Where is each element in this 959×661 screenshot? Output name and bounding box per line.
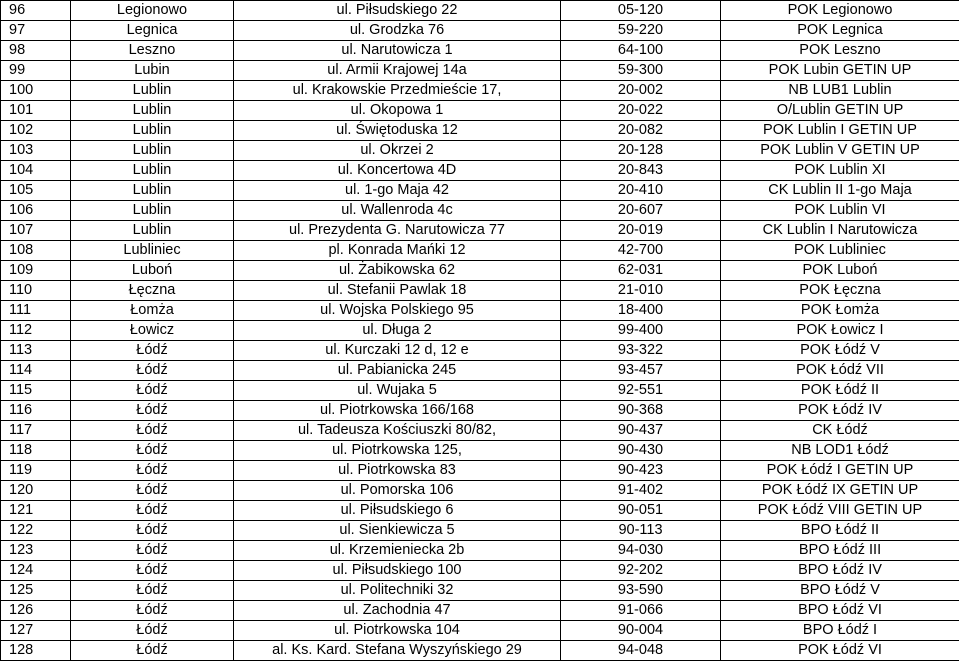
city-cell: Łódź — [71, 341, 234, 361]
row-number-cell: 102 — [1, 121, 71, 141]
address-cell: ul. Piłsudskiego 6 — [234, 501, 561, 521]
table-row — [1, 161, 959, 181]
address-cell: ul. Piłsudskiego 22 — [234, 1, 561, 21]
city-cell: Lublin — [71, 221, 234, 241]
postal-code-cell: 90-113 — [561, 521, 721, 541]
postal-code-cell: 90-368 — [561, 401, 721, 421]
branch-name-cell: BPO Łódź I — [721, 621, 959, 641]
branch-name-cell: POK Lublin VI — [721, 201, 959, 221]
branch-name-cell: POK Łódź VI — [721, 641, 959, 661]
postal-code-cell: 90-430 — [561, 441, 721, 461]
branch-name-cell: BPO Łódź III — [721, 541, 959, 561]
table-row — [1, 261, 959, 281]
row-number-cell: 108 — [1, 241, 71, 261]
branch-name-cell: POK Łomża — [721, 301, 959, 321]
address-cell: ul. Krzemieniecka 2b — [234, 541, 561, 561]
branch-name-cell: O/Lublin GETIN UP — [721, 101, 959, 121]
city-cell: Łowicz — [71, 321, 234, 341]
branch-name-cell: POK Lublin I GETIN UP — [721, 121, 959, 141]
table-row — [1, 1, 959, 21]
address-cell: ul. Piotrkowska 125, — [234, 441, 561, 461]
branch-name-cell: POK Łódź V — [721, 341, 959, 361]
city-cell: Lubliniec — [71, 241, 234, 261]
postal-code-cell: 20-082 — [561, 121, 721, 141]
postal-code-cell: 20-002 — [561, 81, 721, 101]
branch-name-cell: POK Łódź VII — [721, 361, 959, 381]
address-cell: al. Ks. Kard. Stefana Wyszyńskiego 29 — [234, 641, 561, 661]
branch-name-cell: POK Legnica — [721, 21, 959, 41]
postal-code-cell: 92-551 — [561, 381, 721, 401]
address-cell: ul. Stefanii Pawlak 18 — [234, 281, 561, 301]
row-number-cell: 106 — [1, 201, 71, 221]
city-cell: Łódź — [71, 401, 234, 421]
address-cell: ul. Pabianicka 245 — [234, 361, 561, 381]
table-row — [1, 241, 959, 261]
postal-code-cell: 93-590 — [561, 581, 721, 601]
address-cell: ul. Wallenroda 4c — [234, 201, 561, 221]
table-row — [1, 61, 959, 81]
row-number-cell: 127 — [1, 621, 71, 641]
table-row — [1, 381, 959, 401]
postal-code-cell: 93-457 — [561, 361, 721, 381]
row-number-cell: 118 — [1, 441, 71, 461]
address-cell: ul. Politechniki 32 — [234, 581, 561, 601]
table-row — [1, 81, 959, 101]
postal-code-cell: 90-004 — [561, 621, 721, 641]
address-cell: ul. Długa 2 — [234, 321, 561, 341]
table-row — [1, 201, 959, 221]
address-cell: ul. Piotrkowska 83 — [234, 461, 561, 481]
postal-code-cell: 20-019 — [561, 221, 721, 241]
postal-code-cell: 18-400 — [561, 301, 721, 321]
branch-name-cell: POK Łódź IV — [721, 401, 959, 421]
address-cell: ul. Wojska Polskiego 95 — [234, 301, 561, 321]
row-number-cell: 113 — [1, 341, 71, 361]
branch-name-cell: POK Luboń — [721, 261, 959, 281]
city-cell: Łódź — [71, 481, 234, 501]
row-number-cell: 107 — [1, 221, 71, 241]
postal-code-cell: 93-322 — [561, 341, 721, 361]
table-row — [1, 421, 959, 441]
table-row — [1, 321, 959, 341]
row-number-cell: 123 — [1, 541, 71, 561]
table-row — [1, 461, 959, 481]
postal-code-cell: 20-607 — [561, 201, 721, 221]
city-cell: Łódź — [71, 381, 234, 401]
table-row — [1, 141, 959, 161]
city-cell: Łęczna — [71, 281, 234, 301]
table-row — [1, 601, 959, 621]
address-cell: ul. Okopowa 1 — [234, 101, 561, 121]
table-row — [1, 121, 959, 141]
branch-name-cell: POK Lubin GETIN UP — [721, 61, 959, 81]
address-cell: ul. Grodzka 76 — [234, 21, 561, 41]
table-row — [1, 301, 959, 321]
postal-code-cell: 05-120 — [561, 1, 721, 21]
branch-name-cell: POK Łęczna — [721, 281, 959, 301]
row-number-cell: 101 — [1, 101, 71, 121]
row-number-cell: 128 — [1, 641, 71, 661]
city-cell: Łódź — [71, 581, 234, 601]
table-row — [1, 501, 959, 521]
branch-name-cell: NB LUB1 Lublin — [721, 81, 959, 101]
address-cell: ul. Krakowskie Przedmieście 17, — [234, 81, 561, 101]
table-row — [1, 21, 959, 41]
row-number-cell: 122 — [1, 521, 71, 541]
address-cell: ul. Świętoduska 12 — [234, 121, 561, 141]
address-cell: ul. Tadeusza Kościuszki 80/82, — [234, 421, 561, 441]
row-number-cell: 121 — [1, 501, 71, 521]
postal-code-cell: 20-128 — [561, 141, 721, 161]
city-cell: Lublin — [71, 101, 234, 121]
branch-name-cell: BPO Łódź VI — [721, 601, 959, 621]
address-cell: ul. Wujaka 5 — [234, 381, 561, 401]
table-row — [1, 101, 959, 121]
row-number-cell: 117 — [1, 421, 71, 441]
address-cell: ul. Żabikowska 62 — [234, 261, 561, 281]
city-cell: Lublin — [71, 141, 234, 161]
address-cell: ul. Piłsudskiego 100 — [234, 561, 561, 581]
table-row — [1, 401, 959, 421]
branch-table-body — [1, 1, 959, 661]
branch-name-cell: POK Lublin XI — [721, 161, 959, 181]
table-row — [1, 521, 959, 541]
city-cell: Lublin — [71, 161, 234, 181]
address-cell: ul. Okrzei 2 — [234, 141, 561, 161]
address-cell: ul. Piotrkowska 104 — [234, 621, 561, 641]
row-number-cell: 125 — [1, 581, 71, 601]
row-number-cell: 115 — [1, 381, 71, 401]
postal-code-cell: 99-400 — [561, 321, 721, 341]
row-number-cell: 96 — [1, 1, 71, 21]
branch-name-cell: POK Lubliniec — [721, 241, 959, 261]
city-cell: Łódź — [71, 501, 234, 521]
row-number-cell: 126 — [1, 601, 71, 621]
postal-code-cell: 62-031 — [561, 261, 721, 281]
branch-name-cell: POK Łódź II — [721, 381, 959, 401]
city-cell: Łódź — [71, 601, 234, 621]
city-cell: Łódź — [71, 521, 234, 541]
city-cell: Lubin — [71, 61, 234, 81]
postal-code-cell: 94-030 — [561, 541, 721, 561]
table-row — [1, 481, 959, 501]
row-number-cell: 124 — [1, 561, 71, 581]
address-cell: ul. Narutowicza 1 — [234, 41, 561, 61]
postal-code-cell: 59-220 — [561, 21, 721, 41]
address-cell: ul. Kurczaki 12 d, 12 e — [234, 341, 561, 361]
postal-code-cell: 20-410 — [561, 181, 721, 201]
city-cell: Legnica — [71, 21, 234, 41]
table-row — [1, 561, 959, 581]
postal-code-cell: 20-022 — [561, 101, 721, 121]
city-cell: Legionowo — [71, 1, 234, 21]
branch-name-cell: POK Łódź IX GETIN UP — [721, 481, 959, 501]
postal-code-cell: 90-051 — [561, 501, 721, 521]
branch-name-cell: POK Łódź I GETIN UP — [721, 461, 959, 481]
postal-code-cell: 90-423 — [561, 461, 721, 481]
postal-code-cell: 91-402 — [561, 481, 721, 501]
city-cell: Łódź — [71, 561, 234, 581]
branch-name-cell: POK Leszno — [721, 41, 959, 61]
branch-name-cell: CK Lublin I Narutowicza — [721, 221, 959, 241]
postal-code-cell: 21-010 — [561, 281, 721, 301]
table-row — [1, 541, 959, 561]
row-number-cell: 97 — [1, 21, 71, 41]
table-row — [1, 281, 959, 301]
row-number-cell: 111 — [1, 301, 71, 321]
city-cell: Łomża — [71, 301, 234, 321]
branch-name-cell: POK Legionowo — [721, 1, 959, 21]
branch-name-cell: BPO Łódź V — [721, 581, 959, 601]
city-cell: Łódź — [71, 361, 234, 381]
postal-code-cell: 90-437 — [561, 421, 721, 441]
address-cell: ul. Armii Krajowej 14a — [234, 61, 561, 81]
postal-code-cell: 20-843 — [561, 161, 721, 181]
table-row — [1, 441, 959, 461]
row-number-cell: 119 — [1, 461, 71, 481]
city-cell: Lublin — [71, 181, 234, 201]
table-row — [1, 641, 959, 661]
city-cell: Luboń — [71, 261, 234, 281]
table-row — [1, 181, 959, 201]
branch-name-cell: CK Łódź — [721, 421, 959, 441]
row-number-cell: 103 — [1, 141, 71, 161]
postal-code-cell: 64-100 — [561, 41, 721, 61]
city-cell: Lublin — [71, 201, 234, 221]
row-number-cell: 99 — [1, 61, 71, 81]
city-cell: Łódź — [71, 441, 234, 461]
branch-name-cell: BPO Łódź II — [721, 521, 959, 541]
address-cell: ul. Prezydenta G. Narutowicza 77 — [234, 221, 561, 241]
row-number-cell: 110 — [1, 281, 71, 301]
row-number-cell: 116 — [1, 401, 71, 421]
branch-name-cell: CK Lublin II 1-go Maja — [721, 181, 959, 201]
postal-code-cell: 92-202 — [561, 561, 721, 581]
city-cell: Leszno — [71, 41, 234, 61]
branch-name-cell: NB LOD1 Łódź — [721, 441, 959, 461]
table-row — [1, 341, 959, 361]
table-row — [1, 581, 959, 601]
table-row — [1, 41, 959, 61]
postal-code-cell: 42-700 — [561, 241, 721, 261]
address-cell: ul. Pomorska 106 — [234, 481, 561, 501]
postal-code-cell: 91-066 — [561, 601, 721, 621]
city-cell: Łódź — [71, 641, 234, 661]
city-cell: Łódź — [71, 541, 234, 561]
city-cell: Łódź — [71, 461, 234, 481]
branch-name-cell: POK Łódź VIII GETIN UP — [721, 501, 959, 521]
address-cell: ul. Sienkiewicza 5 — [234, 521, 561, 541]
row-number-cell: 120 — [1, 481, 71, 501]
row-number-cell: 100 — [1, 81, 71, 101]
address-cell: ul. 1-go Maja 42 — [234, 181, 561, 201]
row-number-cell: 112 — [1, 321, 71, 341]
row-number-cell: 109 — [1, 261, 71, 281]
city-cell: Lublin — [71, 121, 234, 141]
branch-name-cell: POK Łowicz I — [721, 321, 959, 341]
postal-code-cell: 94-048 — [561, 641, 721, 661]
address-cell: ul. Koncertowa 4D — [234, 161, 561, 181]
city-cell: Łódź — [71, 621, 234, 641]
city-cell: Łódź — [71, 421, 234, 441]
row-number-cell: 114 — [1, 361, 71, 381]
address-cell: ul. Zachodnia 47 — [234, 601, 561, 621]
table-row — [1, 621, 959, 641]
address-cell: pl. Konrada Mańki 12 — [234, 241, 561, 261]
row-number-cell: 104 — [1, 161, 71, 181]
postal-code-cell: 59-300 — [561, 61, 721, 81]
row-number-cell: 105 — [1, 181, 71, 201]
branch-name-cell: POK Lublin V GETIN UP — [721, 141, 959, 161]
address-cell: ul. Piotrkowska 166/168 — [234, 401, 561, 421]
table-row — [1, 361, 959, 381]
row-number-cell: 98 — [1, 41, 71, 61]
city-cell: Lublin — [71, 81, 234, 101]
table-row — [1, 221, 959, 241]
branch-name-cell: BPO Łódź IV — [721, 561, 959, 581]
